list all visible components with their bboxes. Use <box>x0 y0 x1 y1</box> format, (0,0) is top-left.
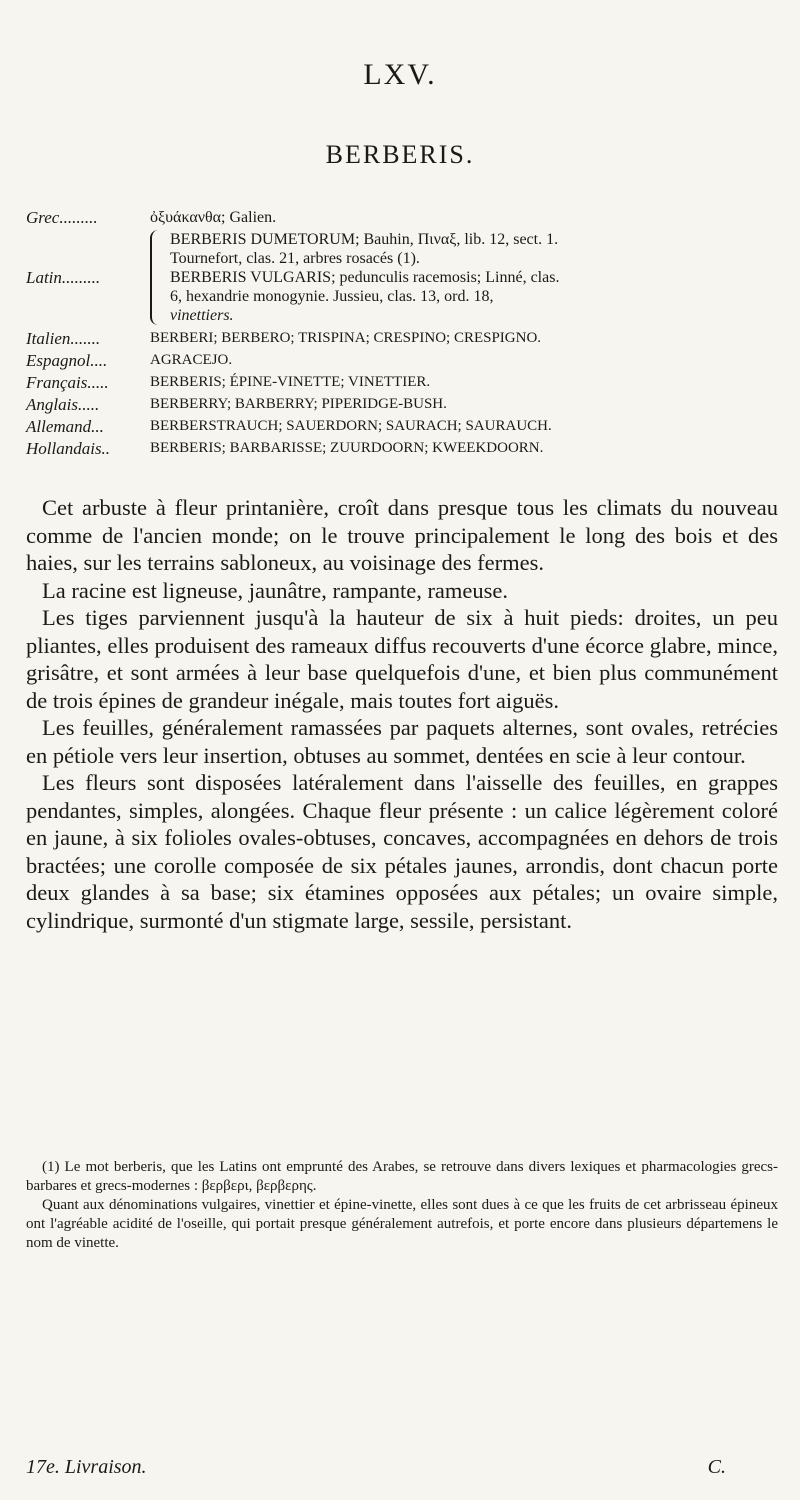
synonym-value: BERBERSTRAUCH; SAUERDORN; SAURACH; SAURAUCH. <box>150 418 552 434</box>
language-label: Allemand... <box>26 417 104 436</box>
latin-line: BERBERIS DUMETORUM; Bauhin, Πιναξ, lib. 12, sect. 1. <box>170 231 559 248</box>
synonym-row-italien <box>26 329 786 349</box>
page-title: BERBERIS. <box>325 140 475 169</box>
synonym-value: BERBERI; BERBERO; TRISPINA; CRESPINO; CRESPIGNO. <box>150 330 542 346</box>
synonym-row-allemand <box>26 417 786 437</box>
footnote <box>26 1158 778 1253</box>
synonym-value: AGRACEJO. <box>150 352 233 368</box>
page-folio: LXV. <box>363 58 437 91</box>
body-paragraph: Les fleurs sont disposées latéralement dans l'aisselle des feuilles, en grappes pendantes, simples, alongées. Chaque fleur présente : un calice légèrement coloré en jaune, à six folioles ovales-obtuses, concaves, accompagnées en dehors de trois bractées; une corolle composée de six pétales jaunes, arrondis, dont chacun porte deux glandes à sa base; six étamines opposées aux pétales; un ovaire simple, cylindrique, surmonté d'un stigmate large, sessile, persistant. <box>26 770 778 933</box>
latin-line: BERBERIS VULGARIS; pedunculis racemosis; Linné, clas. <box>170 269 560 286</box>
synonym-row-espagnol <box>26 351 786 371</box>
language-label: Latin......... <box>26 267 101 287</box>
body-paragraph: Cet arbuste à fleur printanière, croît dans presque tous les climats du nouveau comme de l'ancien monde; on le trouve principalement le long des bois et des haies, sur les terrains sabloneux, au voisinage des fermes. <box>26 495 778 575</box>
language-label: Espagnol.... <box>26 351 108 370</box>
language-label: Hollandais.. <box>26 439 111 458</box>
synonymy-table <box>26 208 786 461</box>
footnote-paragraph: Quant aux dénominations vulgaires, vinettier et épine-vinette, elles sont dues à ce que les fruits de cet arbrisseau épineux ont l'agréable acidité de l'oseille, qui portait presque généralement autrefois, et porte encore dans plusieurs départemens le nom de vinette. <box>26 1197 778 1251</box>
signature-mark: C. <box>707 1456 726 1478</box>
body-paragraph: Les feuilles, généralement ramassées par paquets alternes, sont ovales, retrécies en pétiole vers leur insertion, obtuses au sommet, dentées en scie à leur contour. <box>26 715 778 768</box>
page-footer <box>26 1456 726 1479</box>
synonym-row-anglais <box>26 395 786 415</box>
description-text <box>26 494 778 934</box>
synonym-row-francais <box>26 373 786 393</box>
latin-line: vinettiers. <box>170 307 234 324</box>
language-label: Français..... <box>26 373 109 392</box>
body-paragraph: La racine est ligneuse, jaunâtre, rampante, rameuse. <box>42 577 509 603</box>
synonym-row-latin <box>26 230 786 325</box>
synonym-row-hollandais <box>26 439 786 459</box>
language-label: Anglais..... <box>26 395 100 414</box>
language-label: Grec......... <box>26 208 98 227</box>
synonym-value: BERBERRY; BARBERRY; PIPERIDGE-BUSH. <box>150 396 447 412</box>
synonym-value: BERBERIS; ÉPINE-VINETTE; VINETTIER. <box>150 374 431 390</box>
brace-mark <box>150 230 164 325</box>
footnote-paragraph: (1) Le mot berberis, que les Latins ont emprunté des Arabes, se retrouve dans divers lexiques et pharmacologies grecs-barbares et grecs-modernes : βερβερι, βερβερης. <box>26 1159 778 1194</box>
latin-line: Tournefort, clas. 21, arbres rosacés (1). <box>170 250 420 267</box>
synonym-value: ὀξυάκανθα; Galien. <box>150 209 277 226</box>
language-label: Italien....... <box>26 329 101 348</box>
synonym-row-grec <box>26 208 786 228</box>
synonym-value: BERBERIS; BARBARISSE; ZUURDOORN; KWEEKDOORN. <box>150 440 544 456</box>
latin-synonyms <box>170 230 786 325</box>
livraison-mark: 17e. Livraison. <box>26 1456 147 1478</box>
latin-line: 6, hexandrie monogynie. Jussieu, clas. 13, ord. 18, <box>170 288 494 305</box>
body-paragraph: Les tiges parviennent jusqu'à la hauteur de six à huit pieds: droites, un peu pliantes, elles produisent des rameaux diffus recouverts d'une écorce glabre, mince, grisâtre, et sont armées à leur base quelquefois d'une, et bien plus communément de trois épines de grandeur inégale, mais toutes fort aiguës. <box>26 605 778 713</box>
